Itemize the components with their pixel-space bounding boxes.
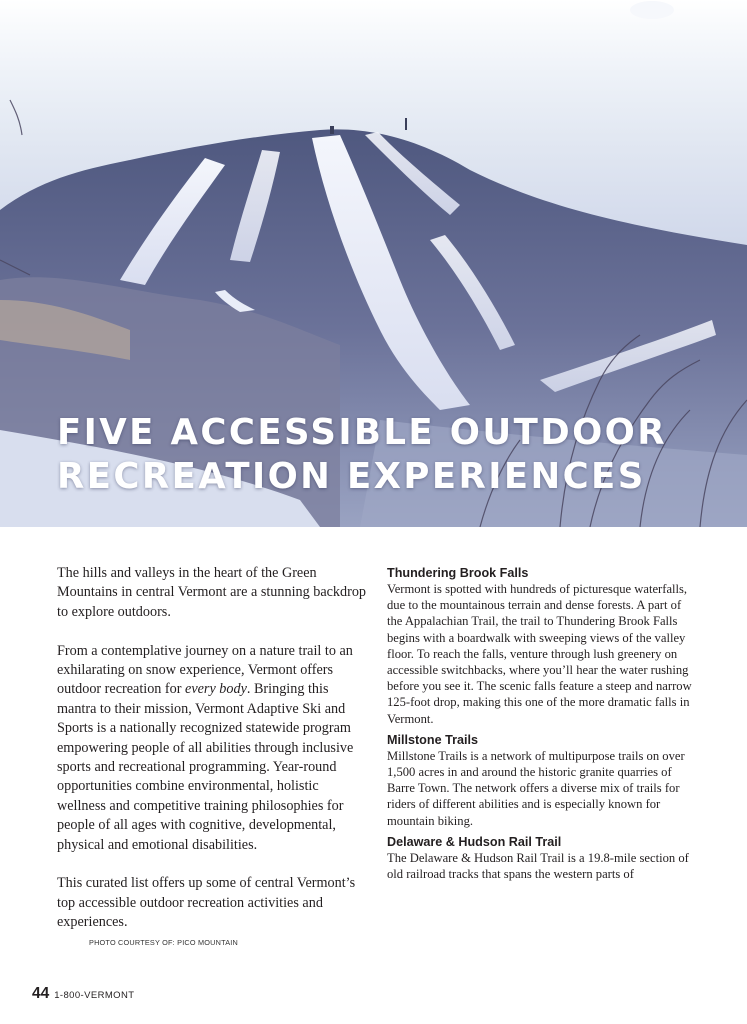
section-body-millstone: Millstone Trails is a network of multipurpose trails on over 1,500 acres in and around the historic granite quarries of Barre Town. The network offers a diverse mix of trails for riders of different abilities and is especially known for mountain biking. [387, 748, 685, 828]
title-line-2: RECREATION EXPERIENCES [57, 456, 646, 497]
page-number: 44 [32, 985, 50, 1002]
section-heading-thundering-brook: Thundering Brook Falls [387, 566, 529, 580]
footer-phone: 1-800-VERMONT [54, 990, 135, 1001]
page-title [57, 411, 667, 499]
intro-paragraph-2 [57, 642, 367, 855]
section-body-thundering-brook: Vermont is spotted with hundreds of picturesque waterfalls, due to the mountainous terrain and dense forests. A part of the Appalachian Trail, the trail to Thundering Brook Falls begins with a boardwalk with sweeping views of the valley floor. To reach the falls, venture through lush greenery on accessible switchbacks, where you’ll hear the water rushing before you see it. The scenic falls feature a steep and narrow 125-foot drop, making this one of the more dramatic falls in Vermont. [387, 582, 692, 726]
sections-column [387, 565, 692, 887]
intro-p2-text-b: . Bringing this mantra to their mission, Vermont Adaptive Ski and Sports is a nationally recognized statewide program empowering people of all abilities through inclusive sports and recreational programming. Year-round opportunities combine environmental, holistic wellness and competitive training philosophies for people of all ages with cognitive, developmental, physical and emotional disabilities. [57, 681, 354, 853]
intro-paragraph-1: The hills and valleys in the heart of the Green Mountains in central Vermont are a stunning backdrop to explore outdoors. [57, 565, 367, 620]
cloud [630, 1, 674, 19]
intro-paragraph-3: This curated list offers up some of central Vermont’s top accessible outdoor recreation activities and experiences. [57, 875, 356, 931]
page-footer [32, 985, 134, 1003]
section-heading-millstone: Millstone Trails [387, 732, 478, 747]
intro-p2-emphasis: every body [185, 681, 247, 698]
section-heading-delaware-hudson: Delaware & Hudson Rail Trail [387, 834, 562, 849]
intro-column [57, 564, 367, 952]
intro-p2-text-a: From a contemplative journey on a nature trail to an exhilarating on snow experience, Vermont offers outdoor recreation for [57, 642, 353, 698]
photo-credit: PHOTO COURTESY OF: PICO MOUNTAIN [89, 938, 238, 947]
title-line-1: FIVE ACCESSIBLE OUTDOOR [57, 412, 667, 453]
section-body-delaware-hudson: The Delaware & Hudson Rail Trail is a 19.8-mile section of old railroad tracks that spans the western parts of [387, 850, 689, 882]
